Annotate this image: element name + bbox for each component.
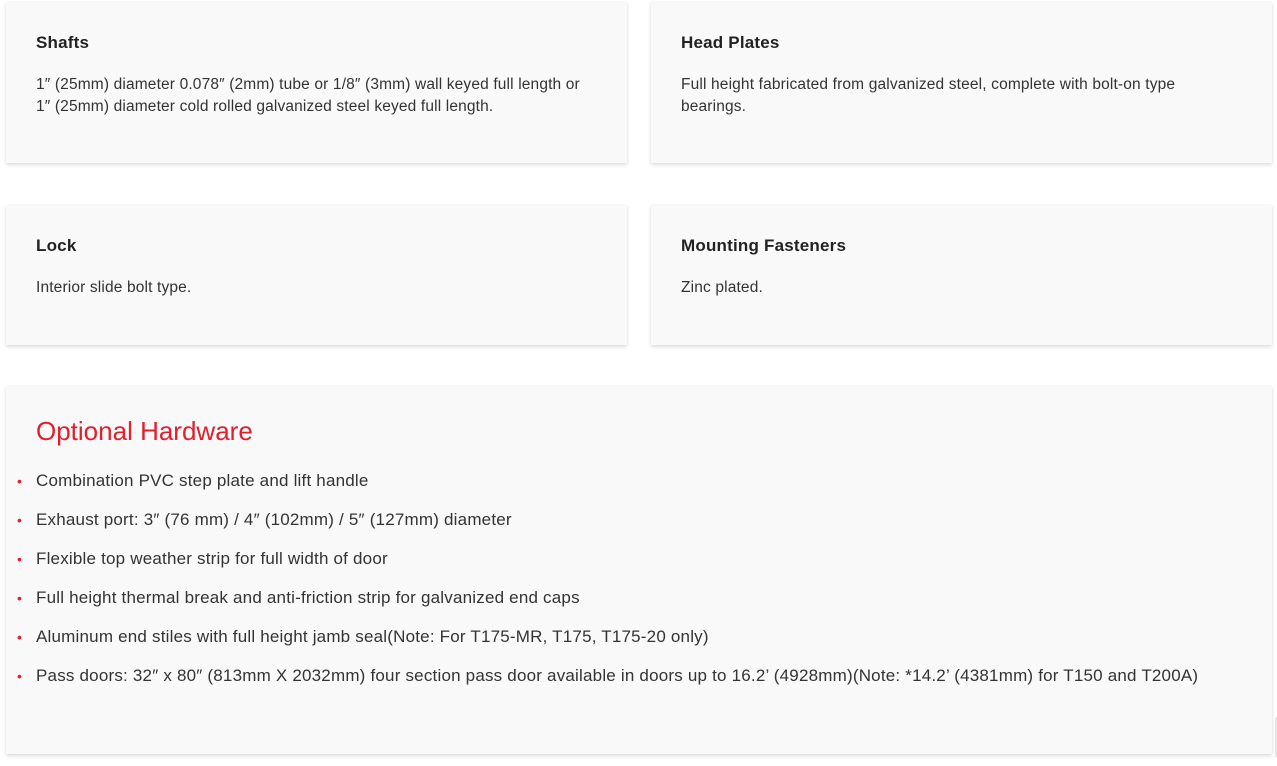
list-item (17, 547, 1242, 571)
list-item (17, 586, 1242, 610)
list-item-text: Full height thermal break and anti-friction strip for galvanized end caps (36, 588, 580, 607)
spec-card-lock (6, 205, 627, 345)
list-item (17, 508, 1242, 532)
list-item (17, 469, 1242, 493)
list-item-text: Combination PVC step plate and lift handle (36, 471, 369, 490)
spec-card-shafts (6, 2, 627, 163)
spec-card-mounting-fasteners (651, 205, 1272, 345)
bullet-icon: • (17, 590, 23, 606)
bullet-icon: • (17, 551, 23, 567)
optional-hardware-card (6, 386, 1272, 754)
optional-hardware-title: Optional Hardware (36, 416, 253, 446)
list-item-text: Exhaust port: 3″ (76 mm) / 4″ (102mm) / 5″ (127mm) diameter (36, 510, 512, 529)
spec-description: Zinc plated. (681, 279, 763, 296)
spec-description: Interior slide bolt type. (36, 279, 192, 296)
list-item-text: Pass doors: 32″ x 80″ (813mm X 2032mm) four section pass door available in doors up to 16.2’ (4928mm)(Note: *14.2’ (4381mm) for T150 and T200A) (36, 666, 1199, 685)
spec-description: Full height fabricated from galvanized steel, complete with bolt-on type bearings. (681, 76, 1176, 115)
spec-title: Head Plates (681, 33, 780, 52)
list-item (17, 625, 1242, 649)
spec-title: Mounting Fasteners (681, 236, 847, 255)
spec-title: Lock (36, 236, 77, 255)
list-item (17, 664, 1242, 688)
bullet-icon: • (17, 629, 23, 645)
spec-title: Shafts (36, 33, 90, 52)
spec-description: 1″ (25mm) diameter 0.078″ (2mm) tube or 1/8″ (3mm) wall keyed full length or 1″ (25mm) diameter cold rolled galvanized steel keyed full length. (36, 76, 580, 115)
optional-hardware-list (17, 469, 1242, 688)
list-item-text: Flexible top weather strip for full width of door (36, 549, 388, 568)
bullet-icon: • (17, 668, 23, 684)
bullet-icon: • (17, 512, 23, 528)
spec-card-head-plates (651, 2, 1272, 163)
list-item-text: Aluminum end stiles with full height jamb seal(Note: For T175-MR, T175, T175-20 only) (36, 627, 709, 646)
bullet-icon: • (17, 473, 23, 489)
